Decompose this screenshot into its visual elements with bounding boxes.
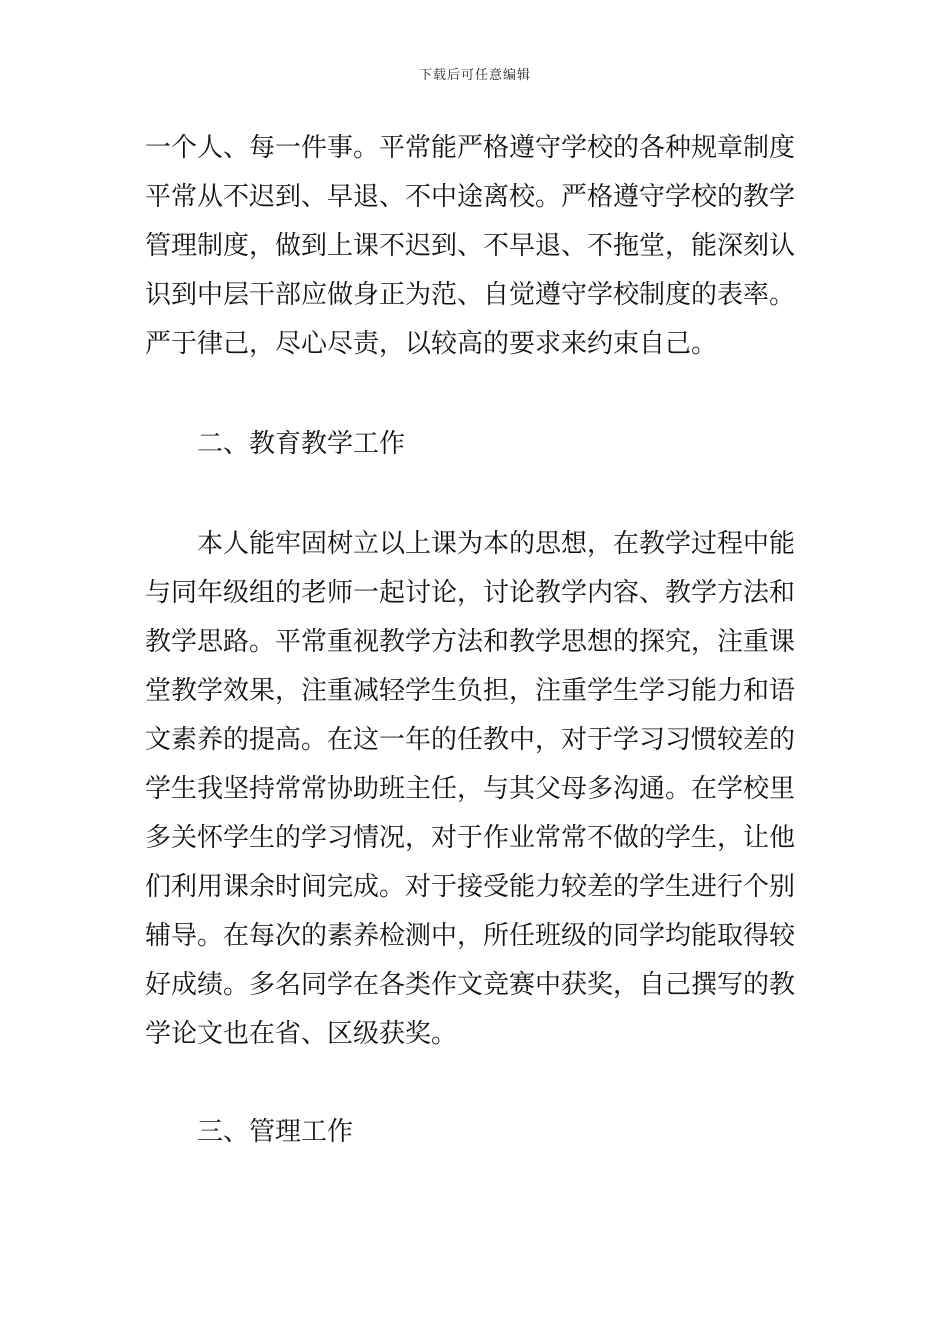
text-line: 堂教学效果，注重减轻学生负担，注重学生学习能力和语 [145, 676, 796, 706]
section-heading-teaching [145, 420, 807, 469]
text-line: 教学思路。平常重视教学方法和教学思想的探究，注重课 [145, 627, 796, 657]
paragraph-teaching [145, 520, 807, 1059]
text-line: 学生我坚持常常协助班主任，与其父母多沟通。在学校里 [145, 774, 796, 804]
document-body [145, 124, 807, 1157]
text-line: 一个人、每一件事。平常能严格遵守学校的各种规章制度 [145, 133, 796, 163]
text-line: 学论文也在省、区级获奖。 [145, 1019, 458, 1049]
paragraph-spacer [145, 469, 807, 520]
text-line: 辅导。在每次的素养检测中，所任班级的同学均能取得较 [145, 921, 796, 951]
text-line: 严于律己，尽心尽责，以较高的要求来约束自己。 [145, 329, 718, 359]
text-line: 们利用课余时间完成。对于接受能力较差的学生进行个别 [145, 872, 796, 902]
text-line: 本人能牢固树立以上课为本的思想，在教学过程中能 [197, 529, 796, 559]
text-line: 平常从不迟到、早退、不中途离校。严格遵守学校的教学 [145, 182, 796, 212]
heading-text: 三、管理工作 [197, 1117, 354, 1147]
paragraph-spacer [145, 369, 807, 420]
text-line: 管理制度，做到上课不迟到、不早退、不拖堂，能深刻认 [145, 231, 796, 261]
text-line: 好成绩。多名同学在各类作文竞赛中获奖，自己撰写的教 [145, 970, 796, 1000]
text-line: 识到中层干部应做身正为范、自觉遵守学校制度的表率。 [145, 280, 796, 310]
text-line: 文素养的提高。在这一年的任教中，对于学习习惯较差的 [145, 725, 796, 755]
section-heading-management [145, 1108, 807, 1157]
paragraph-rules [145, 124, 807, 369]
text-line: 与同年级组的老师一起讨论，讨论教学内容、教学方法和 [145, 578, 796, 608]
text-line: 多关怀学生的学习情况，对于作业常常不做的学生，让他 [145, 823, 796, 853]
paragraph-spacer [145, 1059, 807, 1108]
page-header: 下载后可任意编辑 [418, 68, 531, 83]
heading-text: 二、教育教学工作 [197, 429, 406, 459]
